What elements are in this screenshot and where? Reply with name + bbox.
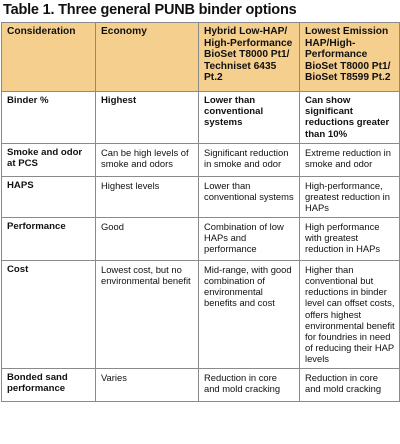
economy-cell: Highest levels [96,176,199,217]
hybrid-cell: Mid-range, with good combination of environmental benefits and cost [199,260,300,368]
lowest-emission-cell: Can show significant reductions greater than 10% [300,92,400,144]
hybrid-cell: Reduction in core and mold cracking [199,368,300,401]
header-row [2,23,400,92]
row-label: Bonded sand performance [2,368,96,401]
lowest-emission-cell: Higher than conventional but reductions in binder level can offset costs, offers highest environmental benefit for foundries in need of reducing their HAP levels [300,260,400,368]
hybrid-cell: Significant reduction in smoke and odor [199,143,300,176]
table-body [2,92,400,402]
table-row-cost [2,260,400,368]
economy-cell: Can be high levels of smoke and odors [96,143,199,176]
table-row-haps [2,176,400,217]
hybrid-cell: Lower than conventional systems [199,92,300,144]
table-header [2,23,400,92]
lowest-emission-cell: Extreme reduction in smoke and odor [300,143,400,176]
row-label: Performance [2,217,96,260]
table-row-smoke-odor [2,143,400,176]
lowest-emission-cell: High-performance, greatest reduction in HAPs [300,176,400,217]
lowest-emission-cell: High performance with greatest reduction in HAPs [300,217,400,260]
table-row-performance [2,217,400,260]
hybrid-cell: Combination of low HAPs and performance [199,217,300,260]
row-label: Smoke and odor at PCS [2,143,96,176]
header-hybrid: Hybrid Low-HAP/ High-Performance BioSet T8000 Pt1/ Techniset 6435 Pt.2 [199,23,300,92]
table-title: Table 1. Three general PUNB binder options [3,2,297,18]
economy-cell: Good [96,217,199,260]
header-economy: Economy [96,23,199,92]
economy-cell: Varies [96,368,199,401]
header-consideration: Consideration [2,23,96,92]
row-label: HAPS [2,176,96,217]
table-row-binder-percent [2,92,400,144]
hybrid-cell: Lower than conventional systems [199,176,300,217]
row-label: Binder % [2,92,96,144]
table-row-bonded-sand [2,368,400,401]
economy-cell: Lowest cost, but no environmental benefit [96,260,199,368]
binder-options-table [1,22,400,402]
row-label: Cost [2,260,96,368]
lowest-emission-cell: Reduction in core and mold cracking [300,368,400,401]
header-lowest-emission: Lowest Emission HAP/High-Performance BioSet T8000 Pt1/ BioSet T8599 Pt.2 [300,23,400,92]
economy-cell: Highest [96,92,199,144]
